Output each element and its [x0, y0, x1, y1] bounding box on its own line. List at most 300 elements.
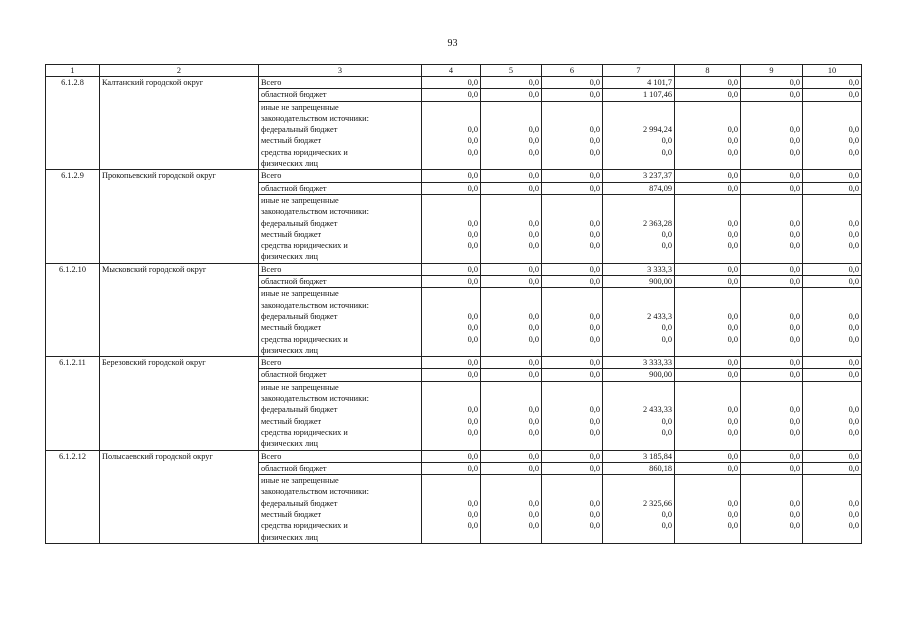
value-legal: 0,0 — [661, 427, 672, 437]
value-legal: 0,0 — [467, 241, 478, 251]
value-federal: 0,0 — [589, 498, 600, 508]
spacer-line — [677, 393, 738, 404]
value-federal: 0,0 — [727, 311, 738, 321]
value-cell: 0,0 — [422, 369, 481, 381]
source-label-other — [259, 381, 422, 450]
value-cell: 0,0 — [481, 263, 542, 275]
column-header: 7 — [603, 65, 675, 77]
value-federal: 0,0 — [789, 405, 800, 415]
value-cell-stack — [803, 101, 862, 170]
source-label-line: местный бюджет — [261, 323, 322, 333]
source-label-total: Всего — [259, 450, 422, 462]
value-local: 0,0 — [528, 323, 539, 333]
value-federal: 0,0 — [589, 311, 600, 321]
value-federal: 0,0 — [467, 125, 478, 135]
value-cell: 0,0 — [803, 450, 862, 462]
value-local: 0,0 — [727, 229, 738, 239]
column-header: 8 — [675, 65, 741, 77]
source-label-line: физических лиц — [261, 159, 318, 169]
value-federal: 0,0 — [848, 405, 859, 415]
value-legal: 0,0 — [467, 521, 478, 531]
value-cell-stack — [603, 101, 675, 170]
value-federal: 2 433,33 — [642, 405, 672, 415]
source-label-line: законодательством источники: — [261, 394, 369, 404]
value-federal: 0,0 — [848, 498, 859, 508]
value-federal: 0,0 — [727, 125, 738, 135]
value-cell: 0,0 — [803, 462, 862, 474]
value-cell-stack — [803, 475, 862, 544]
value-legal: 0,0 — [661, 334, 672, 344]
spacer-line — [544, 102, 600, 113]
value-legal: 0,0 — [727, 334, 738, 344]
budget-table — [45, 64, 862, 544]
spacer-line — [424, 393, 478, 404]
spacer-line — [605, 288, 672, 299]
spacer-line — [605, 382, 672, 393]
value-federal: 0,0 — [789, 218, 800, 228]
value-legal: 0,0 — [727, 521, 738, 531]
row-code: 6.1.2.9 — [46, 170, 100, 263]
value-cell-stack — [603, 194, 675, 263]
value-cell-stack — [741, 101, 803, 170]
value-cell: 0,0 — [675, 263, 741, 275]
value-legal: 0,0 — [467, 334, 478, 344]
value-legal: 0,0 — [589, 427, 600, 437]
source-label-line: иные не запрещенные — [261, 195, 339, 205]
value-cell-stack — [542, 101, 603, 170]
spacer-line — [424, 113, 478, 124]
spacer-line — [424, 206, 478, 217]
value-legal: 0,0 — [848, 147, 859, 157]
value-legal: 0,0 — [589, 241, 600, 251]
value-federal: 0,0 — [528, 125, 539, 135]
value-cell: 0,0 — [741, 263, 803, 275]
value-legal: 0,0 — [789, 147, 800, 157]
value-cell-stack — [481, 194, 542, 263]
value-cell: 874,09 — [603, 182, 675, 194]
value-federal: 2 325,66 — [642, 498, 672, 508]
value-cell: 0,0 — [481, 77, 542, 89]
table-row-total — [46, 450, 862, 462]
value-local: 0,0 — [848, 416, 859, 426]
spacer-line — [605, 475, 672, 486]
spacer-line — [677, 382, 738, 393]
spacer-line — [677, 486, 738, 497]
value-cell-stack — [422, 194, 481, 263]
value-cell: 0,0 — [422, 462, 481, 474]
value-federal: 0,0 — [467, 218, 478, 228]
value-federal: 0,0 — [589, 405, 600, 415]
spacer-line — [677, 102, 738, 113]
spacer-line — [805, 382, 859, 393]
value-federal: 0,0 — [467, 311, 478, 321]
source-label-total: Всего — [259, 170, 422, 182]
value-legal: 0,0 — [528, 427, 539, 437]
spacer-line — [805, 195, 859, 206]
value-federal: 0,0 — [589, 125, 600, 135]
spacer-line — [483, 288, 539, 299]
table-row-total — [46, 357, 862, 369]
source-label-line: федеральный бюджет — [261, 218, 338, 228]
value-local: 0,0 — [528, 136, 539, 146]
spacer-line — [424, 300, 478, 311]
spacer-line — [743, 486, 800, 497]
spacer-line — [544, 393, 600, 404]
value-federal: 0,0 — [848, 218, 859, 228]
value-federal: 0,0 — [589, 218, 600, 228]
source-label-line: иные не запрещенные — [261, 476, 339, 486]
spacer-line — [424, 102, 478, 113]
value-legal: 0,0 — [467, 427, 478, 437]
value-cell: 0,0 — [675, 77, 741, 89]
value-local: 0,0 — [528, 509, 539, 519]
spacer-line — [743, 195, 800, 206]
source-label-line: местный бюджет — [261, 509, 322, 519]
value-cell-stack — [542, 288, 603, 357]
spacer-line — [544, 475, 600, 486]
spacer-line — [805, 288, 859, 299]
source-label-line: средства юридических и — [261, 241, 348, 251]
value-local: 0,0 — [789, 509, 800, 519]
value-cell: 0,0 — [803, 77, 862, 89]
spacer-line — [743, 382, 800, 393]
value-cell: 0,0 — [675, 369, 741, 381]
value-cell-stack — [741, 475, 803, 544]
value-federal: 0,0 — [528, 311, 539, 321]
spacer-line — [677, 195, 738, 206]
spacer-line — [805, 475, 859, 486]
value-legal: 0,0 — [661, 521, 672, 531]
spacer-line — [544, 206, 600, 217]
source-label-other — [259, 288, 422, 357]
value-cell: 0,0 — [741, 170, 803, 182]
value-legal: 0,0 — [848, 241, 859, 251]
column-header: 6 — [542, 65, 603, 77]
value-legal: 0,0 — [727, 241, 738, 251]
spacer-line — [483, 382, 539, 393]
value-federal: 0,0 — [467, 498, 478, 508]
value-cell: 3 185,84 — [603, 450, 675, 462]
value-cell: 0,0 — [422, 182, 481, 194]
spacer-line — [605, 486, 672, 497]
value-cell: 0,0 — [741, 77, 803, 89]
value-federal: 0,0 — [727, 218, 738, 228]
table-row-total — [46, 263, 862, 275]
value-local: 0,0 — [727, 323, 738, 333]
value-cell: 0,0 — [542, 450, 603, 462]
value-federal: 2 433,3 — [647, 311, 672, 321]
spacer-line — [805, 113, 859, 124]
value-cell-stack — [481, 288, 542, 357]
value-local: 0,0 — [589, 509, 600, 519]
value-federal: 0,0 — [789, 311, 800, 321]
value-federal: 0,0 — [727, 405, 738, 415]
value-cell-stack — [481, 475, 542, 544]
value-cell: 900,00 — [603, 276, 675, 288]
source-label-line: федеральный бюджет — [261, 311, 338, 321]
value-cell: 0,0 — [741, 450, 803, 462]
value-cell-stack — [675, 475, 741, 544]
value-local: 0,0 — [528, 229, 539, 239]
value-local: 0,0 — [589, 416, 600, 426]
value-cell: 0,0 — [481, 182, 542, 194]
row-code: 6.1.2.8 — [46, 77, 100, 170]
value-legal: 0,0 — [528, 241, 539, 251]
value-federal: 0,0 — [467, 405, 478, 415]
value-legal: 0,0 — [528, 334, 539, 344]
source-label-line: иные не запрещенные — [261, 289, 339, 299]
spacer-line — [483, 486, 539, 497]
value-cell: 0,0 — [675, 357, 741, 369]
source-label-line: федеральный бюджет — [261, 498, 338, 508]
value-cell: 0,0 — [675, 89, 741, 101]
value-cell: 0,0 — [422, 170, 481, 182]
value-cell: 0,0 — [542, 77, 603, 89]
value-federal: 0,0 — [528, 218, 539, 228]
value-local: 0,0 — [848, 323, 859, 333]
spacer-line — [605, 195, 672, 206]
value-cell: 0,0 — [542, 89, 603, 101]
value-cell: 0,0 — [422, 357, 481, 369]
value-cell: 0,0 — [542, 263, 603, 275]
spacer-line — [743, 288, 800, 299]
value-cell-stack — [422, 288, 481, 357]
column-number-row — [46, 65, 862, 77]
value-local: 0,0 — [789, 229, 800, 239]
source-label-regional: областной бюджет — [259, 89, 422, 101]
source-label-line: физических лиц — [261, 252, 318, 262]
value-legal: 0,0 — [848, 521, 859, 531]
value-federal: 2 994,24 — [642, 125, 672, 135]
spacer-line — [544, 195, 600, 206]
spacer-line — [677, 206, 738, 217]
value-cell: 0,0 — [741, 462, 803, 474]
value-cell: 3 237,37 — [603, 170, 675, 182]
source-label-regional: областной бюджет — [259, 182, 422, 194]
spacer-line — [424, 475, 478, 486]
page-number: 93 — [447, 38, 458, 49]
spacer-line — [605, 300, 672, 311]
source-label-line: физических лиц — [261, 439, 318, 449]
spacer-line — [483, 300, 539, 311]
value-local: 0,0 — [467, 323, 478, 333]
value-local: 0,0 — [789, 136, 800, 146]
value-cell: 900,00 — [603, 369, 675, 381]
value-local: 0,0 — [848, 229, 859, 239]
spacer-line — [677, 475, 738, 486]
value-cell: 0,0 — [803, 357, 862, 369]
value-local: 0,0 — [727, 509, 738, 519]
spacer-line — [605, 113, 672, 124]
value-cell: 0,0 — [542, 357, 603, 369]
district-name: Мысковский городской округ — [100, 263, 259, 356]
spacer-line — [805, 206, 859, 217]
value-cell: 0,0 — [481, 357, 542, 369]
source-label-line: физических лиц — [261, 345, 318, 355]
value-cell: 0,0 — [481, 450, 542, 462]
value-local: 0,0 — [467, 229, 478, 239]
spacer-line — [544, 288, 600, 299]
spacer-line — [483, 102, 539, 113]
column-header: 4 — [422, 65, 481, 77]
value-cell-stack — [422, 475, 481, 544]
source-label-regional: областной бюджет — [259, 276, 422, 288]
spacer-line — [605, 393, 672, 404]
value-cell-stack — [542, 381, 603, 450]
value-cell: 0,0 — [803, 369, 862, 381]
value-cell-stack — [481, 381, 542, 450]
spacer-line — [743, 393, 800, 404]
spacer-line — [424, 486, 478, 497]
value-cell: 0,0 — [741, 182, 803, 194]
value-cell-stack — [675, 194, 741, 263]
value-cell-stack — [422, 381, 481, 450]
value-local: 0,0 — [848, 136, 859, 146]
district-name: Прокопьевский городской округ — [100, 170, 259, 263]
value-cell: 0,0 — [803, 89, 862, 101]
row-code: 6.1.2.11 — [46, 357, 100, 450]
column-header: 1 — [46, 65, 100, 77]
source-label-regional: областной бюджет — [259, 369, 422, 381]
value-cell: 0,0 — [422, 89, 481, 101]
source-label-line: местный бюджет — [261, 416, 322, 426]
spacer-line — [743, 475, 800, 486]
value-local: 0,0 — [467, 136, 478, 146]
source-label-line: средства юридических и — [261, 521, 348, 531]
value-cell: 0,0 — [675, 450, 741, 462]
value-cell: 0,0 — [741, 357, 803, 369]
column-header: 3 — [259, 65, 422, 77]
value-cell: 0,0 — [481, 89, 542, 101]
value-legal: 0,0 — [848, 427, 859, 437]
value-cell: 0,0 — [542, 276, 603, 288]
spacer-line — [805, 486, 859, 497]
source-label-other — [259, 101, 422, 170]
value-cell: 0,0 — [481, 462, 542, 474]
source-label-line: средства юридических и — [261, 147, 348, 157]
source-label-other — [259, 475, 422, 544]
value-legal: 0,0 — [789, 334, 800, 344]
value-local: 0,0 — [789, 323, 800, 333]
value-cell: 0,0 — [422, 263, 481, 275]
spacer-line — [677, 113, 738, 124]
source-label-total: Всего — [259, 357, 422, 369]
spacer-line — [605, 102, 672, 113]
spacer-line — [805, 300, 859, 311]
value-local: 0,0 — [848, 509, 859, 519]
value-cell-stack — [741, 288, 803, 357]
source-label-line: федеральный бюджет — [261, 125, 338, 135]
value-cell: 0,0 — [803, 182, 862, 194]
value-local: 0,0 — [661, 136, 672, 146]
value-local: 0,0 — [661, 229, 672, 239]
row-code: 6.1.2.12 — [46, 450, 100, 543]
value-legal: 0,0 — [789, 521, 800, 531]
value-cell: 0,0 — [741, 369, 803, 381]
source-label-line: законодательством источники: — [261, 207, 369, 217]
value-legal: 0,0 — [661, 241, 672, 251]
row-code: 6.1.2.10 — [46, 263, 100, 356]
value-cell-stack — [675, 288, 741, 357]
value-legal: 0,0 — [589, 521, 600, 531]
spacer-line — [483, 195, 539, 206]
value-cell-stack — [542, 475, 603, 544]
value-legal: 0,0 — [467, 147, 478, 157]
source-label-line: иные не запрещенные — [261, 382, 339, 392]
value-local: 0,0 — [661, 509, 672, 519]
column-header: 5 — [481, 65, 542, 77]
value-federal: 0,0 — [789, 498, 800, 508]
value-federal: 0,0 — [848, 125, 859, 135]
spacer-line — [544, 382, 600, 393]
value-cell: 0,0 — [675, 276, 741, 288]
value-cell-stack — [603, 288, 675, 357]
spacer-line — [483, 206, 539, 217]
spacer-line — [805, 393, 859, 404]
value-cell: 0,0 — [741, 89, 803, 101]
table-row-total — [46, 170, 862, 182]
value-local: 0,0 — [727, 136, 738, 146]
value-cell: 860,18 — [603, 462, 675, 474]
spacer-line — [805, 102, 859, 113]
spacer-line — [743, 102, 800, 113]
value-cell-stack — [603, 475, 675, 544]
value-legal: 0,0 — [589, 147, 600, 157]
source-label-regional: областной бюджет — [259, 462, 422, 474]
value-federal: 0,0 — [848, 311, 859, 321]
value-cell: 1 107,46 — [603, 89, 675, 101]
district-name: Калтанский городской округ — [100, 77, 259, 170]
value-legal: 0,0 — [727, 147, 738, 157]
value-federal: 0,0 — [528, 498, 539, 508]
spacer-line — [677, 300, 738, 311]
value-local: 0,0 — [727, 416, 738, 426]
value-federal: 0,0 — [789, 125, 800, 135]
source-label-line: средства юридических и — [261, 334, 348, 344]
value-cell: 0,0 — [803, 170, 862, 182]
value-cell: 0,0 — [803, 276, 862, 288]
spacer-line — [677, 288, 738, 299]
value-local: 0,0 — [661, 416, 672, 426]
value-cell: 0,0 — [481, 369, 542, 381]
spacer-line — [483, 113, 539, 124]
value-legal: 0,0 — [727, 427, 738, 437]
value-cell: 0,0 — [542, 369, 603, 381]
source-label-total: Всего — [259, 263, 422, 275]
table-row-total — [46, 77, 862, 89]
spacer-line — [605, 206, 672, 217]
value-local: 0,0 — [467, 509, 478, 519]
value-cell: 3 333,33 — [603, 357, 675, 369]
value-legal: 0,0 — [789, 241, 800, 251]
source-label-line: законодательством источники: — [261, 113, 369, 123]
source-label-line: местный бюджет — [261, 229, 322, 239]
value-cell-stack — [803, 288, 862, 357]
value-cell-stack — [542, 194, 603, 263]
value-legal: 0,0 — [661, 147, 672, 157]
source-label-total: Всего — [259, 77, 422, 89]
spacer-line — [424, 382, 478, 393]
value-local: 0,0 — [589, 136, 600, 146]
value-cell: 0,0 — [542, 462, 603, 474]
spacer-line — [483, 393, 539, 404]
value-cell: 4 101,7 — [603, 77, 675, 89]
value-cell-stack — [481, 101, 542, 170]
value-legal: 0,0 — [789, 427, 800, 437]
value-local: 0,0 — [789, 416, 800, 426]
value-cell: 0,0 — [675, 170, 741, 182]
budget-table-body — [46, 77, 862, 544]
